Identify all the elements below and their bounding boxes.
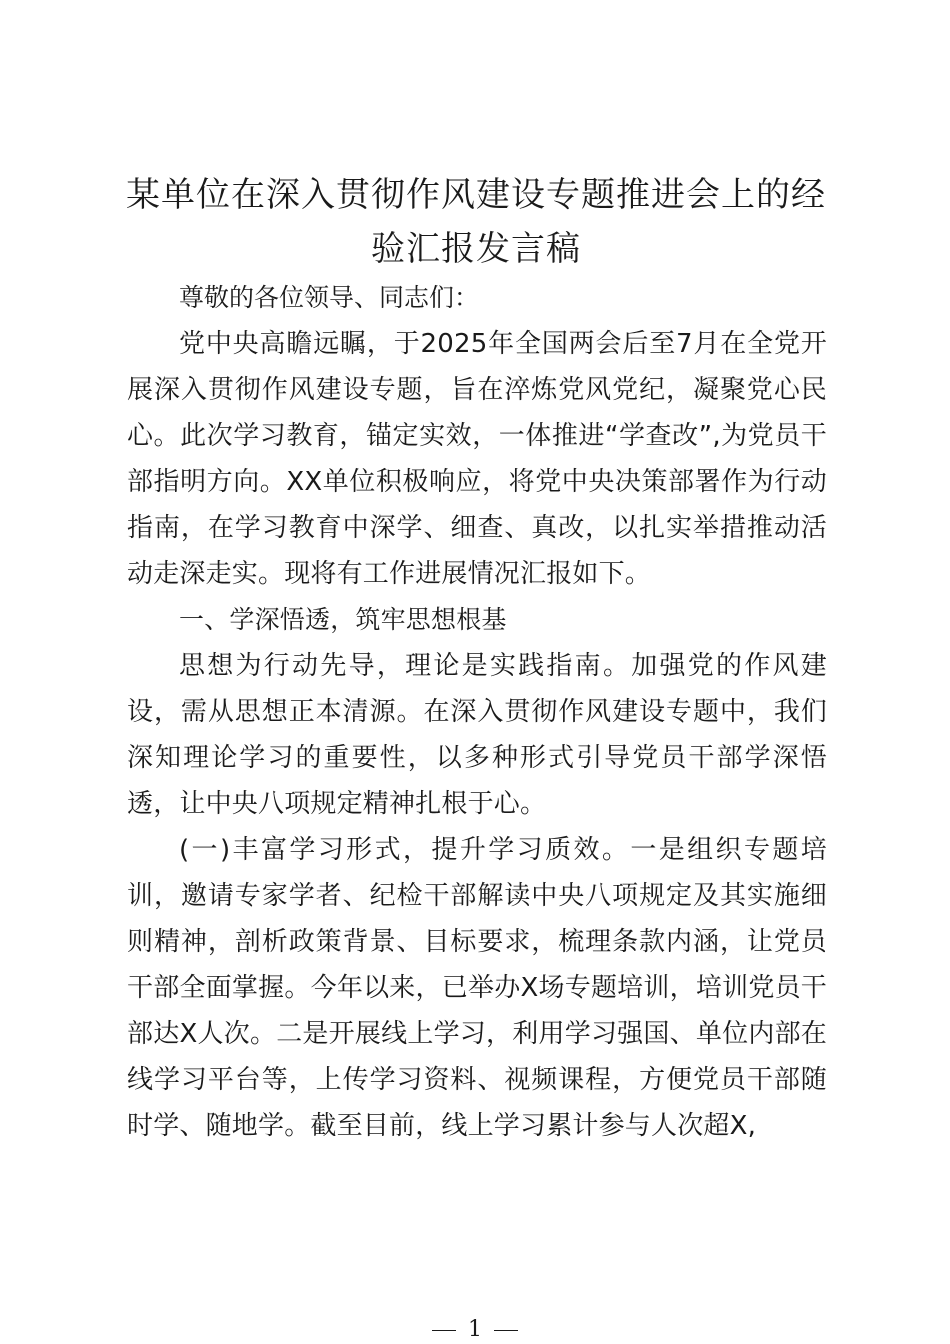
page-number-footer xyxy=(0,1316,950,1344)
document-title: 某单位在深入贯彻作风建设专题推进会上的经验汇报发言稿 xyxy=(126,175,826,269)
paragraph-subsection-1: (一)丰富学习形式，提升学习质效。一是组织专题培训，邀请专家学者、纪检干部解读中央八项规定及其实施细则精神，剖析政策背景、目标要求，梳理条款内涵，让党员干部全面掌握。今年以来，已举办X场专题培训，培训党员干部达X人次。二是开展线上学习，利用学习强国、单位内部在线学习平台等，上传学习资料、视频课程，方便党员干部随时学、随地学。截至目前，线上学习累计参与人次超X, xyxy=(127,835,827,1141)
paragraph-intro: 党中央高瞻远瞩，于2025年全国两会后至7月在全党开展深入贯彻作风建设专题，旨在淬炼党风党纪，凝聚党心民心。此次学习教育，锚定实效，一体推进“学查改”,为党员干部指明方向。XX单位积极响应，将党中央决策部署作为行动指南，在学习教育中深学、细查、真改，以扎实举措推动活动走深走实。现将有工作进展情况汇报如下。 xyxy=(127,329,827,589)
document-body xyxy=(127,275,827,1149)
dash-right xyxy=(494,1330,518,1331)
salutation: 尊敬的各位领导、同志们： xyxy=(179,283,480,312)
paragraph-section-1: 思想为行动先导，理论是实践指南。加强党的作风建设，需从思想正本清源。在深入贯彻作风建设专题中，我们深知理论学习的重要性，以多种形式引导党员干部学深悟透，让中央八项规定精神扎根于心。 xyxy=(127,651,827,819)
page-number: 1 xyxy=(468,1317,482,1342)
dash-left xyxy=(432,1330,456,1331)
section-heading-1: 一、学深悟透，筑牢思想根基 xyxy=(179,605,507,634)
